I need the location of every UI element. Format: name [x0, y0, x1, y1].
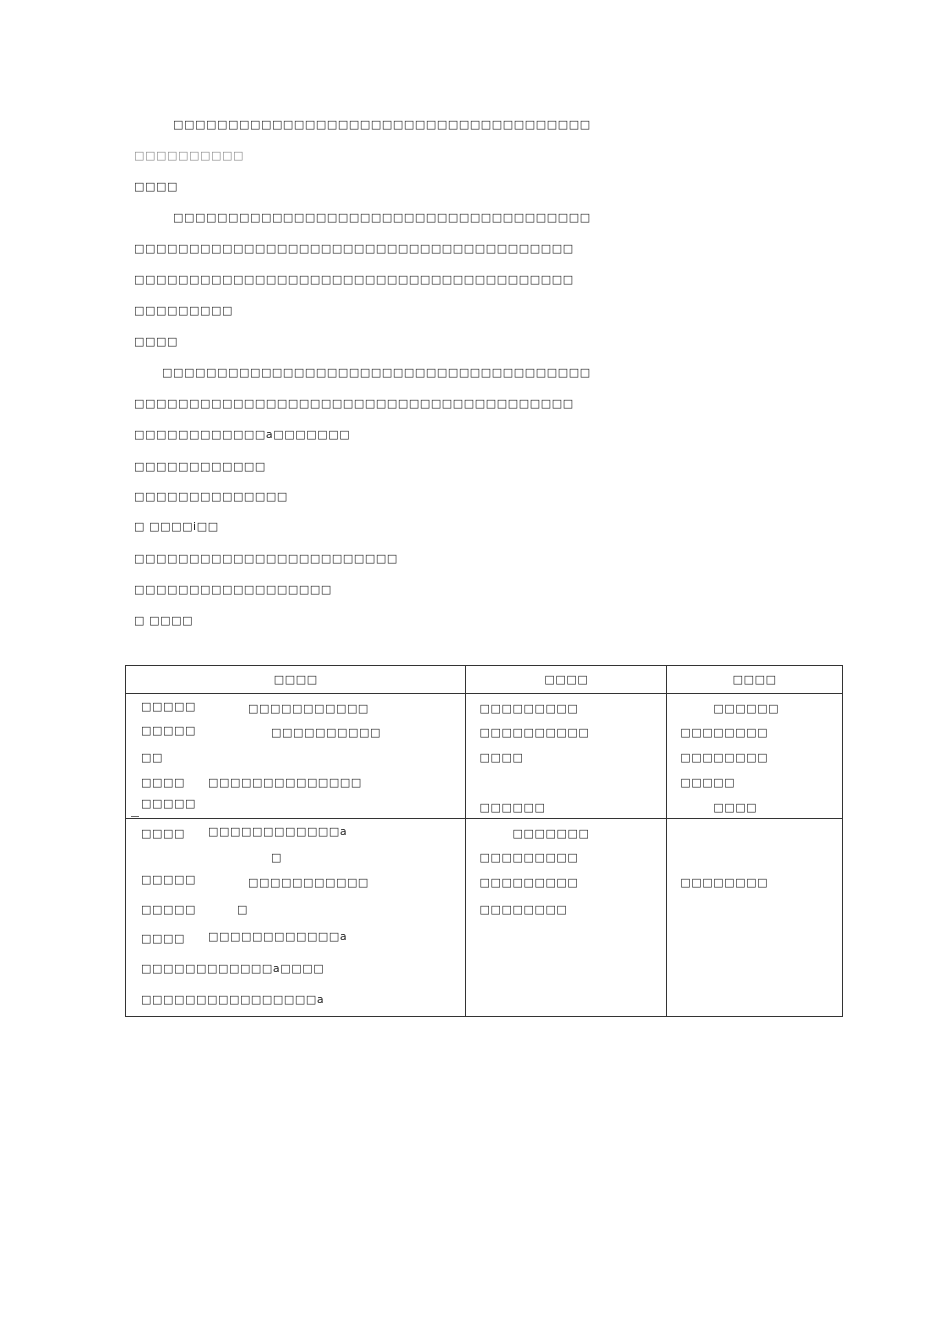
cell-text: □□□□	[713, 801, 758, 814]
paragraph-line: □□□□□□□□□□□□□□□□□□□□□□□□□□□□□□□□□□□□□□	[173, 211, 591, 224]
cell-text: □□□□□□□□	[680, 751, 769, 764]
data-table	[125, 665, 843, 1017]
paragraph-line: □□□□□□□□□□□□□□□□□□□□□□□□	[134, 552, 398, 565]
paragraph-line: □□□□□□□□□□□□□□□□□□□□□□□□□□□□□□□□□□□□□□□□	[134, 242, 574, 255]
table-row	[126, 819, 843, 1017]
cell-text: □□□□□□□□□□	[271, 726, 381, 739]
cell-text: □□□□□	[141, 903, 196, 916]
cell-text: □□□□□□□□	[680, 876, 769, 889]
section-heading: □□□□	[134, 180, 178, 193]
cell-text: □□□□□□	[479, 801, 546, 814]
table-cell	[466, 819, 667, 1017]
cell-text: □□□□□	[680, 776, 736, 789]
list-item: □ □□□□	[134, 614, 194, 627]
table-row	[126, 694, 843, 819]
paragraph-line: □□□□□□□□□□□□□□□□□□□□□□□□□□□□□□□□□□□□□□□□	[134, 397, 574, 410]
cell-text: □	[271, 851, 282, 864]
section-heading: □□□□	[134, 335, 178, 348]
cell-text: □□□□□□□□	[680, 726, 769, 739]
cell-text: □□□□□□□□□	[479, 876, 579, 889]
cell-text: □□□□□□□□□□□□□□	[208, 776, 362, 789]
cell-text: □□□□□	[141, 797, 196, 810]
cell-text: □□□□□□□□□□□□□□□□a	[141, 993, 325, 1006]
table-header-row	[126, 666, 843, 694]
paragraph-line: □□□□□□□□□	[134, 304, 233, 317]
paragraph-line: □□□□□□□□□□□□□□□□□□□□□□□□□□□□□□□□□□□□□□	[173, 118, 591, 131]
table-header: □□□□	[667, 666, 843, 694]
cell-text: □□□□□	[141, 700, 196, 713]
cell-text: □□□□□□□□□	[479, 702, 579, 715]
paragraph-line: □□□□□□□□□□□□□□	[134, 490, 288, 503]
cell-text: □□□□□□□	[512, 827, 590, 840]
cell-text: □□□□□□□□□□□□a	[208, 825, 348, 838]
table-cell	[667, 819, 843, 1017]
cell-text: □□□□	[479, 751, 524, 764]
cell-text: □□□□□	[141, 724, 196, 737]
table-cell	[466, 694, 667, 819]
cell-text: □□□□□□□□□□□	[248, 702, 369, 715]
cell-text: □□□□□□□□	[479, 903, 568, 916]
table-cell	[667, 694, 843, 819]
paragraph-line: □□□□□□□□□□□□a□□□□□□□	[134, 428, 351, 441]
cell-text: □□□□	[141, 776, 185, 789]
paragraph-line: □□□□□□□□□□□□□□□□□□□□□□□□□□□□□□□□□□□□□□□□	[134, 273, 574, 286]
table-cell	[126, 819, 466, 1017]
paragraph-line: □□□□□□□□□□□□□□□□□□□□□□□□□□□□□□□□□□□□□□□	[162, 366, 591, 379]
margin-tick	[131, 816, 139, 817]
list-item: □ □□□□i□□	[134, 520, 219, 533]
cell-text: □□□□□□	[713, 702, 780, 715]
cell-text: □□□□□□□□□□□	[248, 876, 369, 889]
cell-text: □	[237, 903, 248, 916]
cell-text: □□□□□	[141, 873, 196, 886]
paragraph-line: □□□□□□□□□□	[134, 149, 244, 162]
paragraph-line: □□□□□□□□□□□□	[134, 460, 266, 473]
table-header: □□□□	[466, 666, 667, 694]
cell-text: □□□□□□□□□□□□a□□□□	[141, 962, 325, 975]
cell-text: □□□□□□□□□	[479, 851, 579, 864]
table-header: □□□□	[126, 666, 466, 694]
cell-text: □□□□	[141, 932, 185, 945]
cell-text: □□□□□□□□□□□□a	[208, 930, 348, 943]
table-cell	[126, 694, 466, 819]
cell-text: □□□□	[141, 827, 185, 840]
paragraph-line: □□□□□□□□□□□□□□□□□□	[134, 583, 332, 596]
cell-text: □□	[141, 751, 163, 764]
cell-text: □□□□□□□□□□	[479, 726, 590, 739]
